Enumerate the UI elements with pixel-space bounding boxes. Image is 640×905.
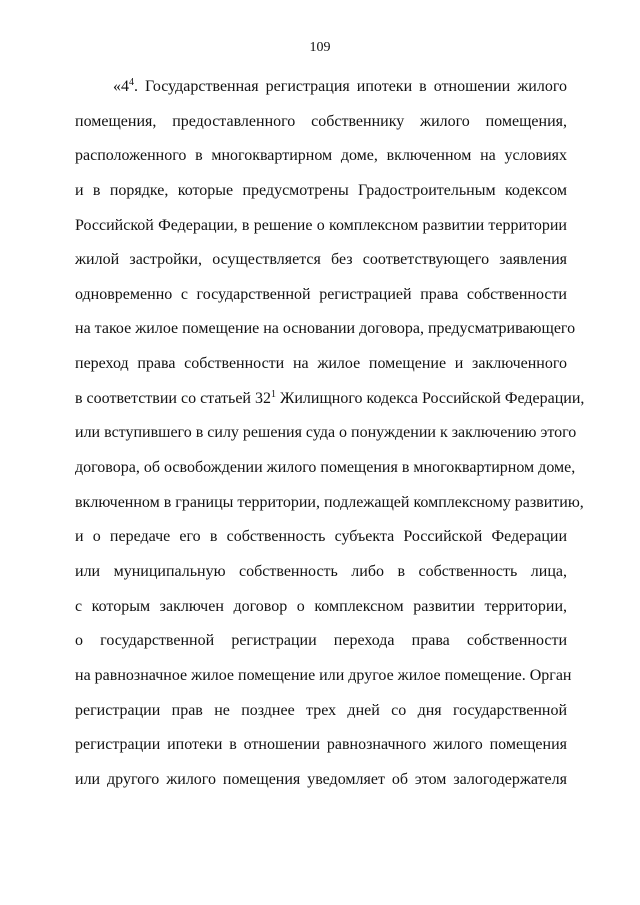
document-body (75, 75, 585, 802)
text-line: договора, об освобождении жилого помещения в многоквартирном доме, (75, 459, 576, 477)
superscript: 4 (129, 77, 134, 88)
text-line: регистрации ипотеки в отношении равнозначного жилого помещения (75, 736, 567, 754)
text-line: «$4^4$. Государственная регистрация ипотеки в отношении жилого (113, 77, 567, 95)
page-number: 109 (309, 40, 331, 55)
text-line: регистрации прав не позднее трех дней со дня государственной (75, 701, 567, 719)
text-line: помещения, предоставленного собственнику жилого помещения, (75, 112, 567, 130)
text-line: о государственной регистрации перехода права собственности (75, 632, 567, 650)
text-line: включенном в границы территории, подлежащей комплексному развитию, (75, 493, 584, 511)
text-line: или вступившего в силу решения суда о понуждении к заключению этого (75, 424, 577, 442)
text-line: и о передаче его в собственность субъекта Российской Федерации (75, 528, 567, 546)
text-line: или муниципальную собственность либо в собственность лица, (75, 562, 567, 580)
text-line: Российской Федерации, в решение о комплексном развитии территории (75, 216, 567, 234)
text-line: одновременно с государственной регистрацией права собственности (75, 285, 567, 303)
superscript: 1 (271, 388, 276, 400)
text-line: в соответствии со статьей $32^1$ Жилищного кодекса Российской Федерации, (75, 388, 585, 407)
text-line: на равнозначное жилое помещение или другое жилое помещение. Орган (75, 666, 572, 684)
text-line: и в порядке, которые предусмотрены Градостроительным кодексом (75, 181, 567, 199)
text-line: или другого жилого помещения уведомляет об этом залогодержателя (75, 770, 567, 788)
text-line: расположенного в многоквартирном доме, включенном на условиях (75, 147, 567, 165)
text-line: жилой застройки, осуществляется без соответствующего заявления (75, 251, 567, 269)
text-line: переход права собственности на жилое помещение и заключенного (75, 355, 567, 373)
text-line: с которым заключен договор о комплексном развитии территории, (75, 597, 567, 615)
text-line: на такое жилое помещение на основании договора, предусматривающего (75, 320, 576, 338)
